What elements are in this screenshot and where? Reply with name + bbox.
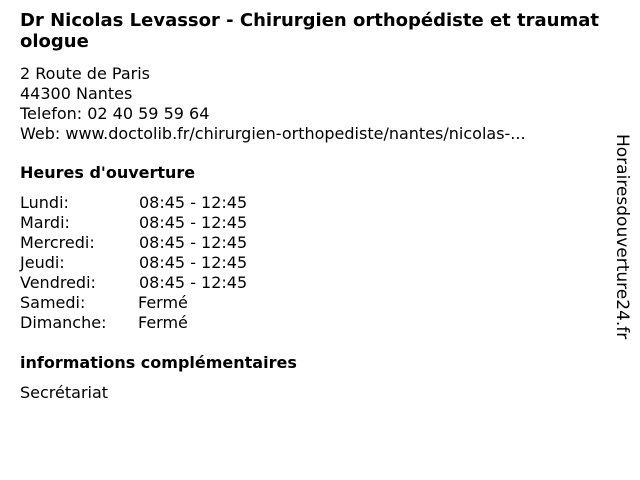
opening-hours-heading: Heures d'ouverture	[20, 163, 196, 182]
address-block	[20, 64, 605, 144]
hours-row-sunday	[20, 313, 605, 333]
day-label: Vendredi:	[20, 273, 96, 292]
additional-info-heading: informations complémentaires	[20, 353, 297, 372]
hours-row-wednesday	[20, 233, 605, 253]
page-title: Dr Nicolas Levassor - Chirurgien orthopédiste et traumatologue	[20, 10, 599, 52]
hours-row-tuesday	[20, 213, 605, 233]
watermark-text: Horairesdouverture24.fr	[612, 134, 632, 340]
day-hours: Fermé	[138, 293, 188, 312]
day-hours: 08:45 - 12:45	[139, 273, 248, 292]
day-hours: 08:45 - 12:45	[139, 193, 248, 212]
day-label: Lundi:	[20, 193, 69, 212]
day-label: Mardi:	[20, 213, 70, 232]
day-hours: 08:45 - 12:45	[139, 233, 248, 252]
city-address: 44300 Nantes	[20, 84, 133, 103]
phone-number: Telefon: 02 40 59 59 64	[20, 104, 210, 123]
day-hours: 08:45 - 12:45	[139, 253, 248, 272]
street-address: 2 Route de Paris	[20, 64, 150, 83]
additional-info-item: Secrétariat	[20, 383, 109, 402]
day-label: Samedi:	[20, 293, 86, 312]
day-hours: Fermé	[138, 313, 188, 332]
day-label: Mercredi:	[20, 233, 95, 252]
site-watermark	[612, 134, 634, 374]
website-link[interactable]: Web: www.doctolib.fr/chirurgien-orthopediste/nantes/nicolas-...	[20, 124, 526, 143]
day-label: Dimanche:	[20, 313, 107, 332]
hours-row-friday	[20, 273, 605, 293]
day-label: Jeudi:	[20, 253, 65, 272]
business-listing	[20, 10, 605, 403]
hours-row-monday	[20, 193, 605, 213]
hours-row-thursday	[20, 253, 605, 273]
day-hours: 08:45 - 12:45	[139, 213, 248, 232]
hours-row-saturday	[20, 293, 605, 313]
opening-hours-table	[20, 193, 605, 333]
